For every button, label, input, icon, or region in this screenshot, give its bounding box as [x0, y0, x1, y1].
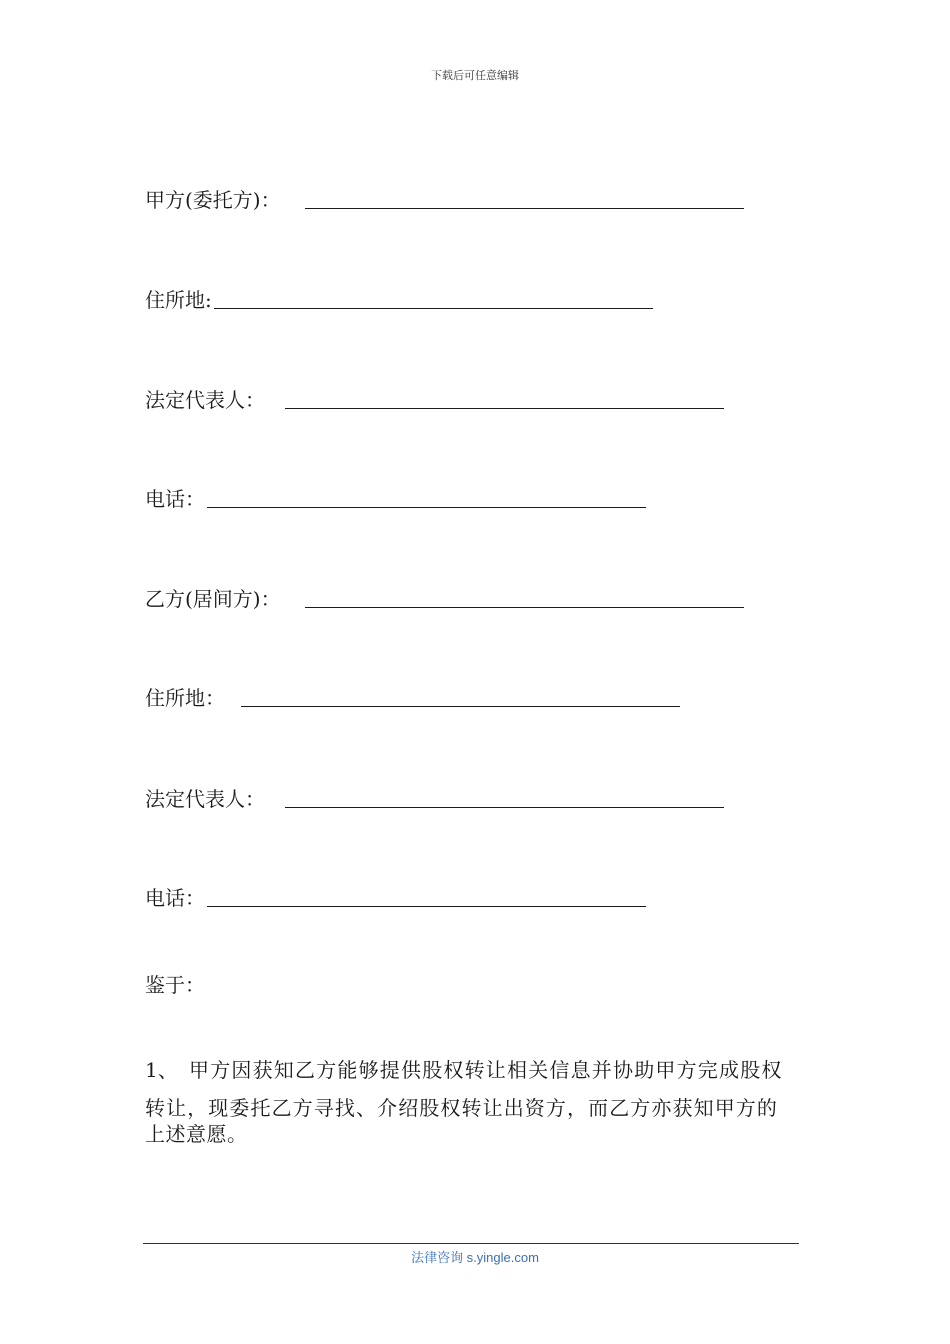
party-b-phone-label: 电话： — [145, 886, 205, 910]
page-header: 下载后可任意编辑 — [431, 69, 519, 82]
party-b-field — [145, 585, 744, 613]
party-a-phone-field — [145, 485, 646, 513]
footer-divider — [143, 1243, 799, 1244]
party-b-rep-label: 法定代表人： — [145, 787, 265, 811]
party-a-phone-label: 电话： — [145, 487, 205, 511]
party-a-field — [145, 186, 744, 214]
footer-link[interactable]: 法律咨询 s.yingle.com — [411, 1250, 539, 1265]
party-b-rep-blank — [285, 807, 724, 808]
clause-1-text-1: 甲方因获知乙方能够提供股权转让相关信息并协助甲方完成股权 — [189, 1058, 783, 1082]
party-a-label: 甲方(委托方)： — [145, 188, 281, 212]
party-a-rep-blank — [285, 408, 724, 409]
party-a-blank — [305, 208, 744, 209]
party-a-address-blank — [214, 308, 653, 309]
party-b-label: 乙方(居间方)： — [145, 587, 281, 611]
whereas-heading: 鉴于： — [145, 973, 205, 997]
clause-1-line-2: 转让，现委托乙方寻找、介绍股权转让出资方，而乙方亦获知甲方的 — [145, 1096, 778, 1120]
party-a-address-field — [145, 286, 653, 314]
clause-1-line-1 — [145, 1056, 807, 1084]
party-a-phone-blank — [207, 507, 646, 508]
party-a-rep-field — [145, 386, 724, 414]
party-b-phone-field — [145, 884, 646, 912]
party-b-phone-blank — [207, 906, 646, 907]
party-b-blank — [305, 607, 744, 608]
party-b-address-field — [145, 684, 680, 712]
clause-1 — [145, 1056, 807, 1146]
party-a-address-label: 住所地: — [145, 288, 212, 312]
clause-1-number: 1、 — [145, 1058, 178, 1082]
party-a-rep-label: 法定代表人： — [145, 388, 265, 412]
party-b-address-blank — [241, 706, 680, 707]
party-b-rep-field — [145, 785, 724, 813]
party-b-address-label: 住所地： — [145, 686, 225, 710]
clause-1-line-3: 上述意愿。 — [145, 1122, 248, 1146]
